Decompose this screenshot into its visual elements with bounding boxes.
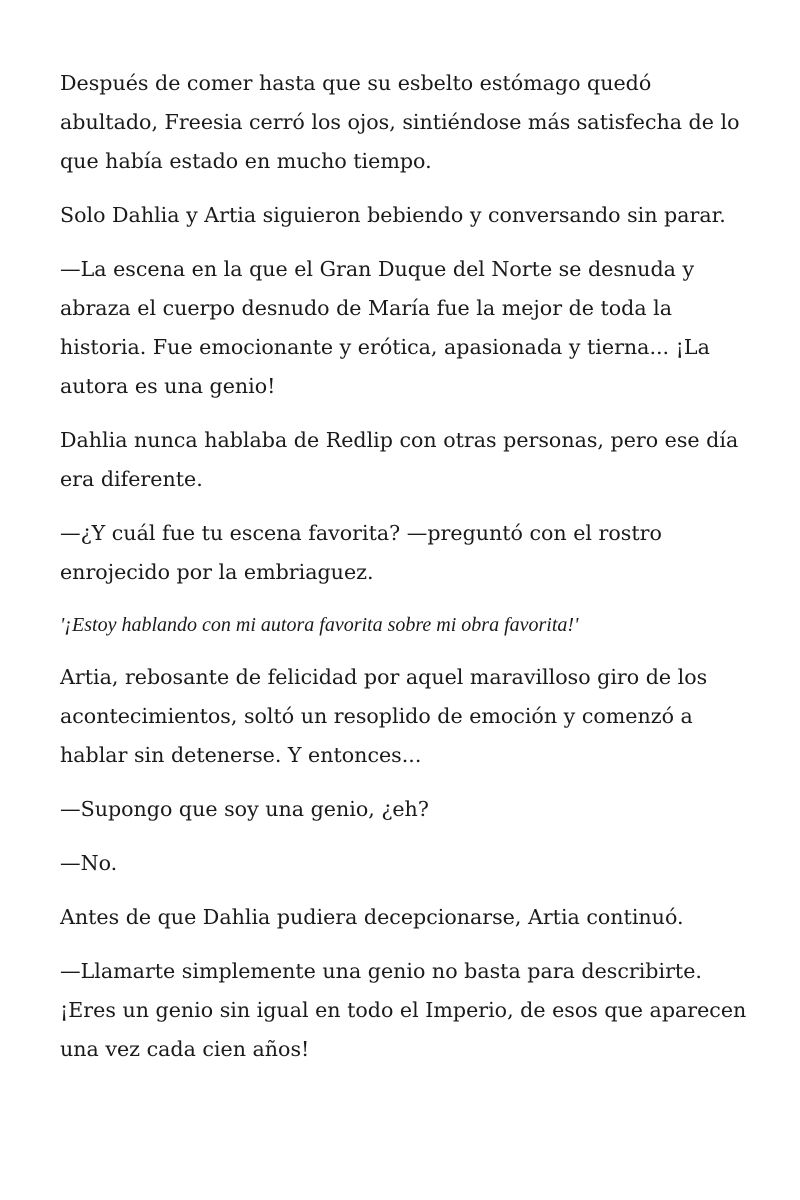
paragraph: Dahlia nunca hablaba de Redlip con otras personas, pero ese día era diferente. [60,428,739,491]
paragraph: Después de comer hasta que su esbelto estómago quedó abultado, Freesia cerró los ojos, sintiéndose más satisfecha de lo que había estado en mucho tiempo. [60,71,740,173]
paragraph: —Llamarte simplemente una genio no basta para describirte. ¡Eres un genio sin igual en todo el Imperio, de esos que aparecen una vez cada cien años! [60,959,747,1061]
paragraph: Artia, rebosante de felicidad por aquel maravilloso giro de los acontecimientos, soltó un resoplido de emoción y comenzó a hablar sin detenerse. Y entonces... [60,665,708,767]
paragraph: —La escena en la que el Gran Duque del Norte se desnuda y abraza el cuerpo desnudo de María fue la mejor de toda la historia. Fue emocionante y erótica, apasionada y tierna... ¡La autora es una genio! [60,257,710,398]
paragraph: Antes de que Dahlia pudiera decepcionarse, Artia continuó. [60,905,684,929]
paragraph: —Supongo que soy una genio, ¿eh? [60,797,429,821]
italic-thought-paragraph: '¡Estoy hablando con mi autora favorita sobre mi obra favorita!' [60,614,579,636]
paragraph: —No. [60,851,118,875]
paragraph: —¿Y cuál fue tu escena favorita? —preguntó con el rostro enrojecido por la embriaguez. [60,521,662,584]
paragraph: Solo Dahlia y Artia siguieron bebiendo y conversando sin parar. [60,203,726,227]
page-body [60,64,750,1084]
